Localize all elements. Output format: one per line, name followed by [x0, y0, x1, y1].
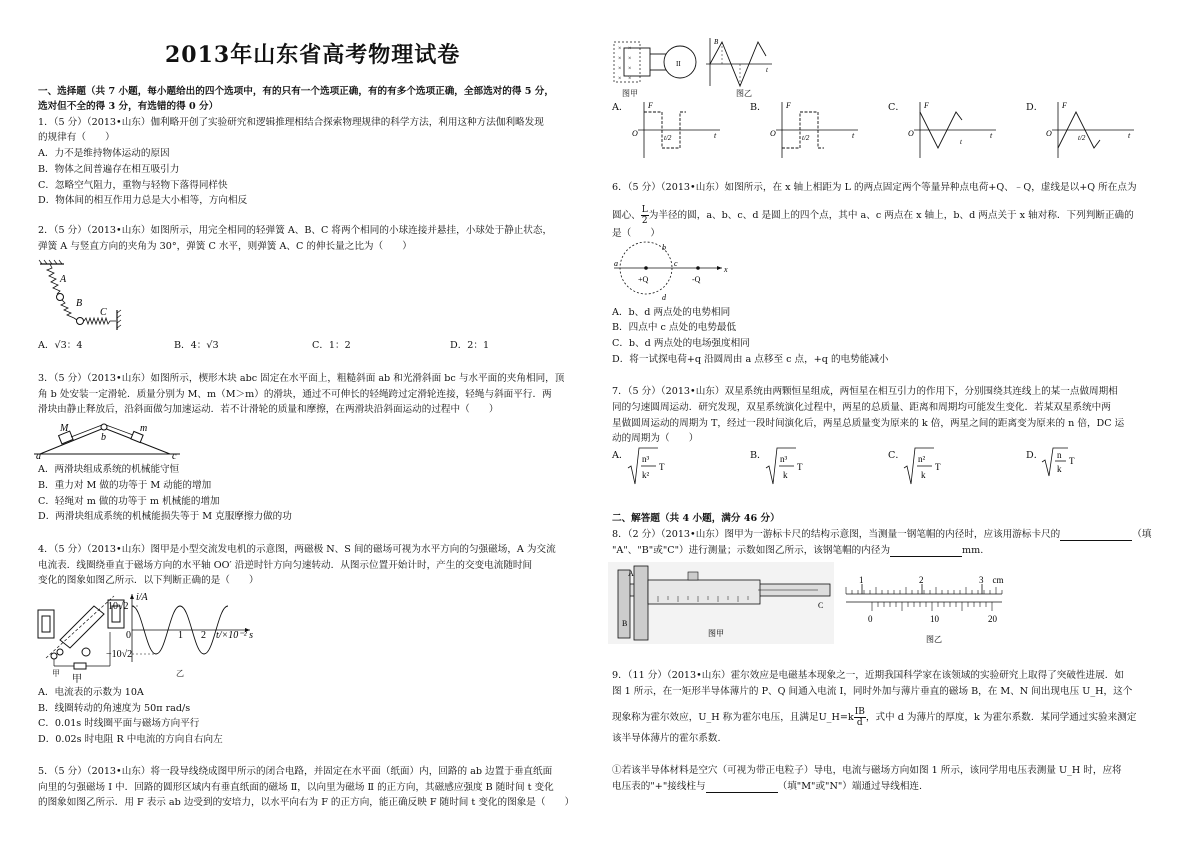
- svg-text:n: n: [1057, 450, 1062, 460]
- q3-label-m: m: [140, 423, 148, 434]
- q8-blank-2[interactable]: [890, 547, 962, 557]
- q5-option-b-graph: [766, 100, 866, 160]
- svg-text:t: t: [990, 131, 993, 140]
- q4-fig-yi-caption: 乙: [176, 669, 184, 678]
- q3-wedge-figure: [34, 418, 184, 460]
- q3-label-M: M: [60, 423, 69, 434]
- q1-option-b: B．物体之间普遍存在相互吸引力: [38, 164, 180, 175]
- svg-text:×: ×: [618, 56, 622, 62]
- svg-text:n³: n³: [780, 454, 788, 464]
- svg-text:t: t: [852, 131, 855, 140]
- svg-text:k²: k²: [642, 470, 650, 480]
- q8-caption-jia: 图甲: [708, 629, 724, 638]
- svg-text:n²: n²: [918, 454, 926, 464]
- q6-label-c: c: [674, 259, 678, 268]
- svg-text:t/2: t/2: [802, 134, 810, 142]
- q8-blank-1[interactable]: [1060, 531, 1132, 541]
- q7-option-b: B．: [750, 450, 767, 461]
- svg-text:O: O: [632, 129, 638, 138]
- q6-fraction: $\frac{L}{2}$: [641, 205, 648, 226]
- svg-text:×: ×: [628, 46, 632, 52]
- svg-text:F: F: [1062, 101, 1067, 110]
- q6-label-a: a: [614, 259, 618, 268]
- q2-option-a: A．√3：4: [38, 340, 83, 351]
- q3-option-b: B．重力对 M 做的功等于 M 动能的增加: [38, 480, 212, 491]
- q5-fig-yi-caption: 图乙: [736, 89, 752, 98]
- q3-option-d: D．两滑块组成系统的机械能损失等于 M 克服摩擦力做的功: [38, 511, 292, 522]
- q4-tick-pos: 10√2: [108, 601, 129, 612]
- svg-text:×: ×: [628, 66, 632, 72]
- q2-option-c: C．1：2: [312, 340, 351, 351]
- q8-scale-1: 1: [859, 575, 864, 585]
- q8-label-C: C: [818, 601, 824, 610]
- q8-vern-20: 20: [988, 614, 997, 624]
- svg-text:O: O: [1046, 129, 1052, 138]
- svg-text:t: t: [714, 131, 717, 140]
- q5-option-c: C．: [888, 102, 905, 113]
- q1-option-a: A．力不是维持物体运动的原因: [38, 148, 170, 159]
- q5-label-II: II: [676, 60, 681, 68]
- q4-label-jia: 甲: [72, 674, 82, 685]
- q2-option-d: D．2：1: [450, 340, 490, 351]
- svg-text:×: ×: [618, 66, 622, 72]
- q6-label-b: b: [662, 243, 666, 252]
- svg-text:F: F: [786, 101, 791, 110]
- q8-scale-2: 2: [919, 575, 924, 585]
- q3-option-a: A．两滑块组成系统的机械能守恒: [38, 464, 180, 475]
- q6-option-d: D．将一试探电荷+q 沿圆周由 a 点移至 c 点，+q 的电势能减小: [612, 354, 889, 365]
- svg-text:k: k: [921, 470, 926, 480]
- svg-text:×: ×: [628, 76, 632, 82]
- q6-charges-figure: [610, 238, 730, 306]
- q4-tick-neg: −10√2: [106, 649, 133, 660]
- q4-axis-i: i/A: [136, 592, 148, 603]
- svg-text:×: ×: [628, 56, 632, 62]
- q5-option-c-graph: [904, 100, 1004, 160]
- q7-option-b-formula: [764, 446, 808, 488]
- q5-option-a-graph: [628, 100, 728, 160]
- q2-label-c: C: [100, 307, 107, 318]
- q7-option-c: C．: [888, 450, 905, 461]
- q8-vern-10: 10: [930, 614, 939, 624]
- q5-option-d: D．: [1026, 102, 1044, 113]
- q9-blank-1[interactable]: [706, 783, 778, 793]
- svg-text:T: T: [935, 462, 941, 472]
- q3-option-c: C．轻绳对 m 做的功等于 m 机械能的增加: [38, 496, 220, 507]
- svg-text:×: ×: [618, 76, 622, 82]
- q5-axis-B: B: [714, 38, 719, 46]
- q4-fig-jia-caption: 甲: [52, 669, 60, 678]
- q5-b-graph: [700, 36, 776, 88]
- q6-axis-x: x: [724, 265, 728, 274]
- svg-text:×: ×: [618, 46, 622, 52]
- q6-option-c: C．b、d 两点处的电场强度相同: [612, 338, 750, 349]
- q3-label-b: b: [101, 432, 106, 443]
- svg-text:k: k: [1057, 464, 1062, 474]
- section-2-heading: 二、解答题（共 4 小题，满分 46 分）: [612, 513, 780, 524]
- q6-label-pq: +Q: [638, 275, 649, 284]
- svg-text:k: k: [783, 470, 788, 480]
- q4-axis-t: t/×10⁻² s: [216, 630, 253, 641]
- q8-label-B: B: [622, 619, 628, 628]
- q2-option-b: B．4：√3: [174, 340, 219, 351]
- svg-text:T: T: [659, 462, 665, 472]
- q9-fraction: $\frac{IB}{d}$: [854, 707, 865, 728]
- q8-label-A: A: [628, 569, 634, 578]
- q1-option-c: C．忽略空气阻力，重物与轻物下落得同样快: [38, 180, 228, 191]
- q6-option-a: A．b、d 两点处的电势相同: [612, 307, 731, 318]
- q2-label-b: B: [76, 298, 83, 309]
- svg-text:F: F: [648, 101, 653, 110]
- q6-label-d: d: [662, 293, 666, 302]
- q7-option-a-formula: [626, 446, 670, 488]
- svg-text:T: T: [797, 462, 803, 472]
- q4-option-a: A．电流表的示数为 10A: [38, 687, 144, 698]
- q5-axis-t: t: [766, 66, 768, 74]
- q1-option-d: D．物体间的相互作用力总是大小相等，方向相反: [38, 195, 248, 206]
- q4-tick-0: 0: [126, 630, 131, 641]
- svg-text:n³: n³: [642, 454, 650, 464]
- q5-option-b: B．: [750, 102, 767, 113]
- q8-caption-yi: 图乙: [926, 635, 942, 644]
- q5-option-d-graph: [1042, 100, 1142, 160]
- q4-current-graph: [108, 592, 258, 666]
- q5-circuit-figure: [612, 40, 702, 88]
- q7-option-c-formula: [902, 446, 946, 488]
- q8-vernier-scale: [842, 574, 1022, 648]
- svg-text:t/2: t/2: [1078, 134, 1086, 142]
- q7-option-d-formula: [1040, 446, 1080, 478]
- q4-option-c: C．0.01s 时线圈平面与磁场方向平行: [38, 718, 200, 729]
- svg-text:F: F: [924, 101, 929, 110]
- q7-option-d: D．: [1026, 450, 1044, 461]
- q6-option-b: B．四点中 c 点处的电势最低: [612, 322, 737, 333]
- page-title: 2013年山东省高考物理试卷: [165, 42, 461, 68]
- q4-option-d: D．0.02s 时电阻 R 中电流的方向自右向左: [38, 734, 223, 745]
- q3-label-c: c: [172, 451, 177, 462]
- svg-text:t/2: t/2: [664, 134, 672, 142]
- q8-scale-3cm: 3 cm: [979, 575, 1004, 585]
- svg-text:O: O: [908, 129, 914, 138]
- svg-text:t: t: [960, 138, 962, 146]
- svg-text:t: t: [1128, 131, 1131, 140]
- q4-tick-1: 1: [178, 630, 183, 641]
- q7-option-a: A．: [612, 450, 629, 461]
- svg-text:O: O: [770, 129, 776, 138]
- q8-caliper-figure: [608, 562, 834, 644]
- q4-option-b: B．线圈转动的角速度为 50π rad/s: [38, 703, 191, 714]
- q2-label-a: A: [60, 274, 67, 285]
- q5-fig-jia-caption: 图甲: [622, 89, 638, 98]
- q3-label-a: a: [36, 451, 41, 462]
- q5-option-a: A．: [612, 102, 629, 113]
- q8-vern-0: 0: [868, 614, 873, 624]
- q4-tick-2: 2: [201, 630, 206, 641]
- q6-label-nq: -Q: [692, 275, 701, 284]
- q2-spring-figure: [38, 258, 130, 330]
- svg-text:T: T: [1069, 456, 1075, 466]
